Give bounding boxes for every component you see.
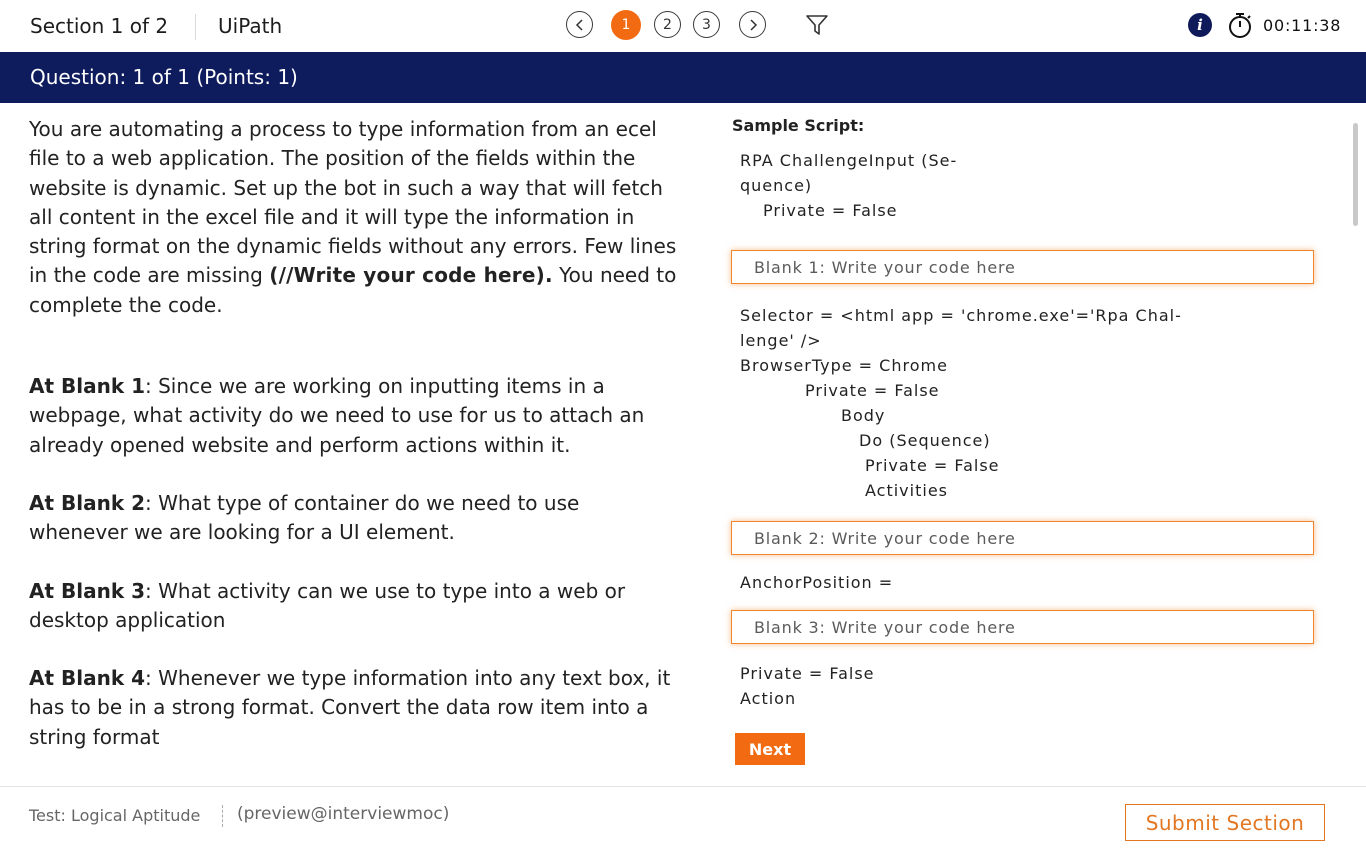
script-line: RPA ChallengeInput (Se-	[740, 151, 958, 170]
user-label: (preview@interviewmoc)	[237, 804, 450, 824]
header-divider	[195, 14, 196, 40]
question-bar	[0, 52, 1366, 103]
blank-3-text: : What activity can we use to type into a web or desktop application	[29, 578, 626, 632]
script-line: Do (Sequence)	[859, 431, 991, 450]
script-line: AnchorPosition =	[740, 573, 894, 592]
blank-1-description	[29, 372, 679, 460]
script-line: Private = False	[805, 381, 940, 400]
prev-question-button[interactable]	[566, 11, 593, 38]
intro-text: You are automating a process to type information from an ecel file to a web application. The position of the fields within the website is dynamic. Set up the bot in such a way that will fetch all content in the excel file and it will type the information in string format on the dynamic fields without any errors. Few lines in the code are missing	[29, 117, 677, 288]
script-line: Private = False	[865, 456, 1000, 475]
script-line: Selector = <html app = 'chrome.exe'='Rpa Chal-	[740, 306, 1182, 325]
script-line: quence)	[740, 176, 813, 195]
blank-2-description	[29, 489, 679, 548]
test-name: UiPath	[218, 14, 283, 38]
chevron-right-icon	[747, 19, 759, 31]
stopwatch-icon	[1227, 11, 1253, 39]
script-panel	[730, 103, 1350, 786]
question-title: Question: 1 of 1 (Points: 1)	[30, 65, 298, 89]
blank-1-label: At Blank 1	[29, 374, 146, 399]
submit-section-button[interactable]: Submit Section	[1125, 804, 1325, 841]
blank-1-text: : Since we are working on inputting items in a webpage, what activity do we need to use for us to attach an already opened website and perform actions within it.	[29, 374, 645, 457]
intro-code: (//Write your code here).	[269, 263, 553, 288]
intro-tail: You need to complete the code.	[29, 263, 677, 317]
chevron-left-icon	[574, 19, 586, 31]
question-2-button[interactable]: 2	[654, 11, 681, 38]
blank-3-description	[29, 577, 679, 636]
blank-1-input[interactable]	[731, 250, 1314, 284]
blank-2-label: At Blank 2	[29, 490, 146, 515]
timer: 00:11:38	[1263, 16, 1342, 35]
filter-icon[interactable]	[804, 12, 830, 38]
question-3-button[interactable]: 3	[693, 11, 720, 38]
question-intro	[29, 115, 679, 320]
blank-3-label: At Blank 3	[29, 578, 146, 603]
next-question-button[interactable]	[739, 11, 766, 38]
question-1-button[interactable]: 1	[611, 10, 641, 40]
script-line: Action	[740, 689, 797, 708]
next-button[interactable]: Next	[735, 733, 805, 765]
blank-4-text: : Whenever we type information into any text box, it has to be in a strong format. Convert the data row item into a string format	[29, 666, 671, 749]
script-line: Body	[841, 406, 886, 425]
script-line: Private = False	[740, 664, 875, 683]
footer-divider	[222, 805, 223, 827]
footer	[0, 786, 1366, 850]
blank-2-input[interactable]	[731, 521, 1314, 555]
blank-2-text: : What type of container do we need to use whenever we are looking for a UI element.	[29, 490, 580, 545]
blank-3-input[interactable]	[731, 610, 1314, 644]
top-bar	[0, 0, 1366, 52]
test-label: Test: Logical Aptitude	[29, 806, 201, 825]
scrollbar[interactable]	[1353, 123, 1358, 226]
blank-4-description	[29, 664, 679, 752]
section-label: Section 1 of 2	[30, 14, 169, 38]
info-icon[interactable]: i	[1188, 13, 1212, 37]
question-text	[29, 115, 679, 781]
script-line: BrowserType = Chrome	[740, 356, 948, 375]
script-title: Sample Script:	[732, 116, 865, 135]
blank-4-label: At Blank 4	[29, 666, 146, 691]
script-line: Private = False	[763, 201, 898, 220]
script-line: lenge' />	[740, 331, 822, 350]
script-line: Activities	[865, 481, 948, 500]
